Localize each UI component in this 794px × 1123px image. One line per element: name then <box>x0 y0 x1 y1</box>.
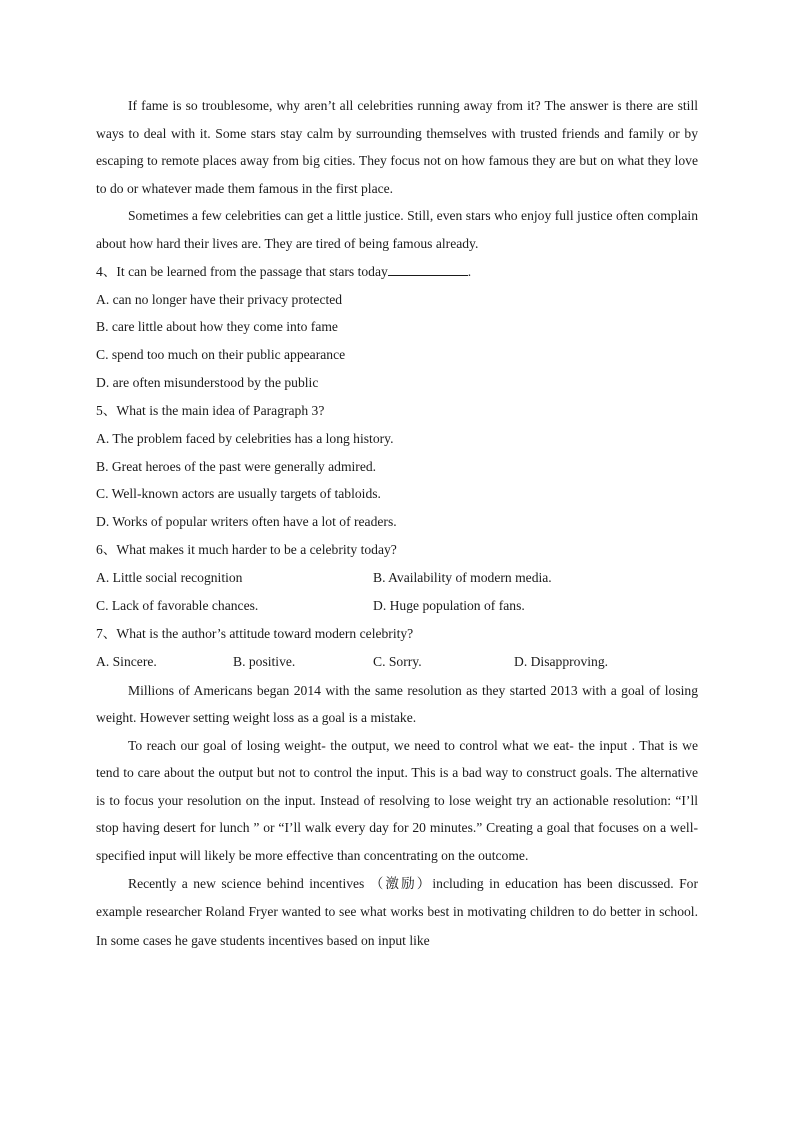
answer-blank <box>388 261 468 276</box>
option-a: A. Sincere. <box>96 654 157 670</box>
question-stem: 6、What makes it much harder to be a celebrity today? <box>96 541 397 557</box>
option-a: A. The problem faced by celebrities has a long history. <box>96 430 394 446</box>
option-b: B. Great heroes of the past were generally admired. <box>96 458 377 474</box>
options-row <box>96 648 698 676</box>
paragraph: Millions of Americans began 2014 with the same resolution as they started 2013 with a goal of losing weight. However setting weight loss as a goal is a mistake. <box>96 682 698 726</box>
paragraph: If fame is so troublesome, why aren’t all celebrities running away from it? The answer is there are still ways to deal with it. Some stars stay calm by surrounding themselves with trusted friends and family or by escaping to remote places away from big cities. They focus not on how famous they are but on what they love to do or whatever made them famous in the first place. <box>96 98 698 196</box>
question-stem: 4、It can be learned from the passage that stars today . <box>96 258 698 286</box>
question-4 <box>96 258 698 397</box>
option-d: D. are often misunderstood by the public <box>96 374 319 390</box>
paragraph: Recently a new science behind incentives （激励）including in education has been discussed. For example researcher Roland Fryer wanted to see what works best in motivating children to do better in school. In some cases he gave students incentives based on input like <box>96 875 698 948</box>
paragraph: To reach our goal of losing weight- the output, we need to control what we eat- the input . That is we tend to care about the output but not to control the input. This is a bad way to construct goals. The alternative is to focus your resolution on the input. Instead of resolving to lose weight try an actionable resolution: “I’ll stop having desert for lunch ” or “I’ll walk every day for 20 minutes.” Creating a goal that focuses on a well-specified input will likely be more effective than concentrating on the outcome. <box>96 737 698 864</box>
option-b: B. care little about how they come into fame <box>96 319 338 335</box>
option-d: D. Huge population of fans. <box>373 598 525 614</box>
options-row <box>96 564 698 592</box>
question-6 <box>96 536 698 620</box>
options-row <box>96 592 698 620</box>
option-d: D. Disapproving. <box>514 654 609 670</box>
option-b: B. Availability of modern media. <box>373 569 552 585</box>
option-c: C. spend too much on their public appearance <box>96 347 346 363</box>
question-stem: 5、What is the main idea of Paragraph 3? <box>96 402 325 418</box>
option-d: D. Works of popular writers often have a lot of readers. <box>96 514 397 530</box>
option-c: C. Lack of favorable chances. <box>96 598 259 614</box>
question-7 <box>96 620 698 676</box>
question-stem: 7、What is the author’s attitude toward modern celebrity? <box>96 626 414 642</box>
option-c: C. Well-known actors are usually targets of tabloids. <box>96 486 381 502</box>
document-page <box>96 92 698 955</box>
option-a: A. Little social recognition <box>96 569 243 585</box>
option-c: C. Sorry. <box>373 654 422 670</box>
paragraph: Sometimes a few celebrities can get a little justice. Still, even stars who enjoy full justice often complain about how hard their lives are. They are tired of being famous already. <box>96 208 698 251</box>
option-a: A. can no longer have their privacy protected <box>96 291 343 307</box>
option-b: B. positive. <box>233 654 296 670</box>
question-5 <box>96 397 698 536</box>
